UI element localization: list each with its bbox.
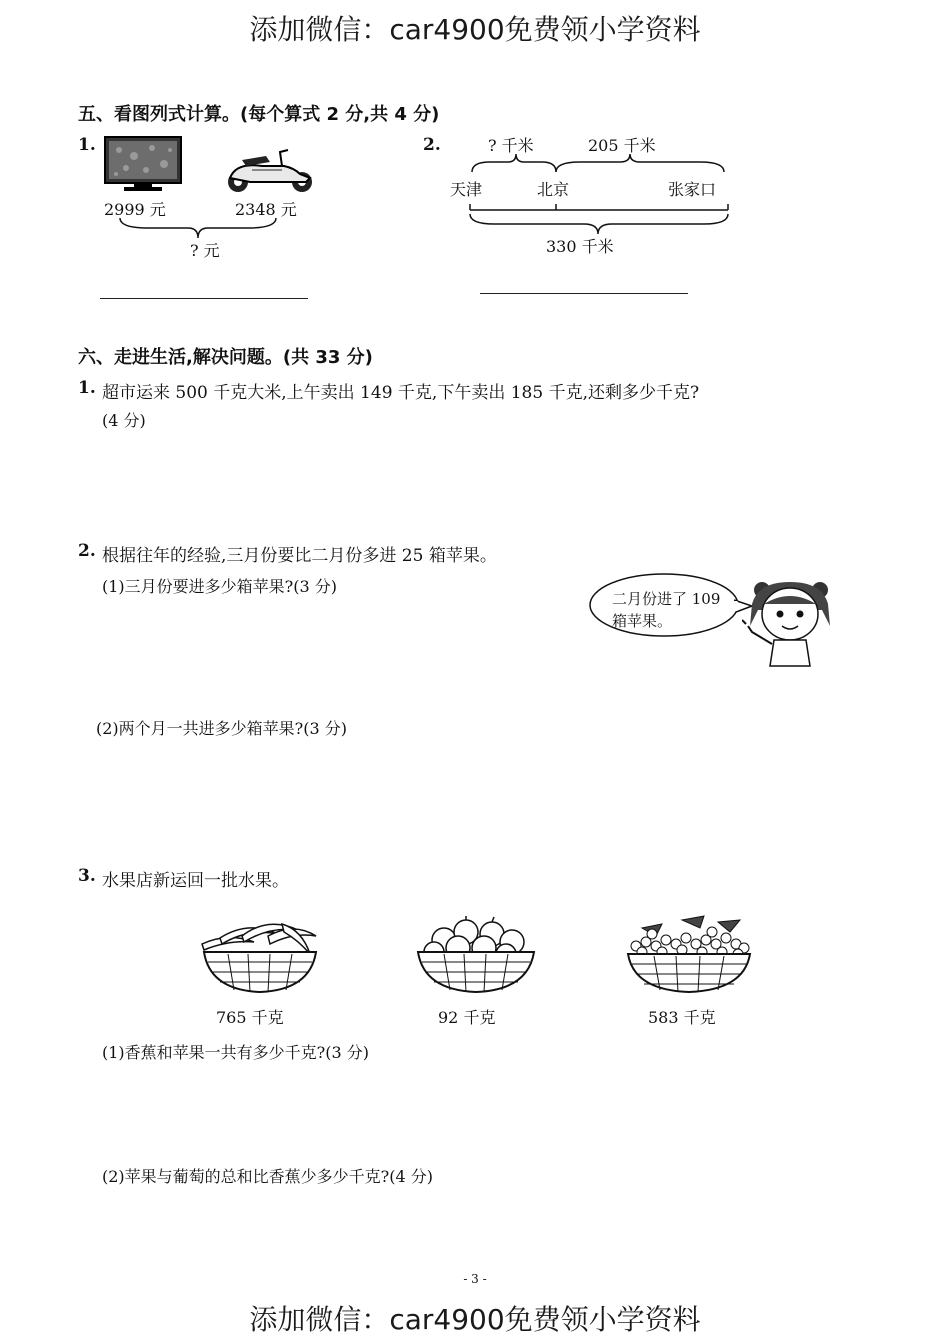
q5-2-top-brace — [470, 152, 726, 176]
q5-2-answer-line — [480, 293, 688, 294]
page-number: - 3 - — [463, 1272, 487, 1286]
watermark-bottom-ghost — [0, 1284, 950, 1298]
q5-2-number: 2. — [423, 135, 441, 155]
banana-weight: 765 千克 — [216, 1008, 284, 1027]
q6-1-text: 超市运来 500 千克大米,上午卖出 149 千克,下午卖出 185 千克,还剩多少千克? — [102, 383, 700, 403]
city-zhangjiakou: 张家口 — [668, 180, 717, 199]
watermark-top-ghost — [0, 38, 950, 54]
q6-2-sub2: (2)两个月一共进多少箱苹果?(3 分) — [96, 719, 347, 738]
grape-basket-image — [622, 914, 756, 998]
watermark-top: 添加微信：car4900免费领小学资料 — [249, 13, 701, 46]
q5-2-total-distance: 330 千米 — [546, 237, 614, 256]
q6-3-number: 3. — [78, 866, 96, 886]
q6-2-text: 根据往年的经验,三月份要比二月份多进 25 箱苹果。 — [102, 546, 497, 566]
q5-2-route-line — [468, 196, 730, 236]
apple-basket-image — [414, 914, 538, 998]
q5-1-total: ? 元 — [190, 241, 220, 260]
tv-price: 2999 元 — [104, 200, 166, 219]
watermark-bottom: 添加微信：car4900免费领小学资料 — [249, 1303, 701, 1336]
section6-title: 六、走进生活,解决问题。(共 33 分) — [78, 347, 373, 368]
section5-title: 五、看图列式计算。(每个算式 2 分,共 4 分) — [78, 104, 440, 125]
grape-weight: 583 千克 — [648, 1008, 716, 1027]
scooter-price: 2348 元 — [235, 200, 297, 219]
bubble-line1: 二月份进了 109 — [612, 590, 721, 608]
q6-1-score: (4 分) — [102, 411, 146, 430]
q6-1-number: 1. — [78, 378, 96, 398]
q5-1-answer-line — [100, 298, 308, 299]
banana-basket-image — [198, 914, 322, 998]
tv-image — [104, 136, 182, 192]
girl-illustration — [742, 574, 838, 670]
apple-weight: 92 千克 — [438, 1008, 496, 1027]
city-tianjin: 天津 — [450, 180, 483, 199]
q5-2-unknown-distance: ? 千米 — [488, 136, 534, 155]
city-beijing: 北京 — [537, 180, 570, 199]
q5-2-known-distance: 205 千米 — [588, 136, 656, 155]
q6-2-sub1: (1)三月份要进多少箱苹果?(3 分) — [102, 577, 337, 596]
q6-3-sub1: (1)香蕉和苹果一共有多少千克?(3 分) — [102, 1043, 369, 1062]
scooter-image — [222, 148, 318, 194]
q6-2-number: 2. — [78, 541, 96, 561]
q6-3-sub2: (2)苹果与葡萄的总和比香蕉少多少千克?(4 分) — [102, 1167, 433, 1186]
q6-3-text: 水果店新运回一批水果。 — [102, 871, 289, 891]
bubble-line2: 箱苹果。 — [612, 612, 673, 630]
q5-1-number: 1. — [78, 135, 96, 155]
